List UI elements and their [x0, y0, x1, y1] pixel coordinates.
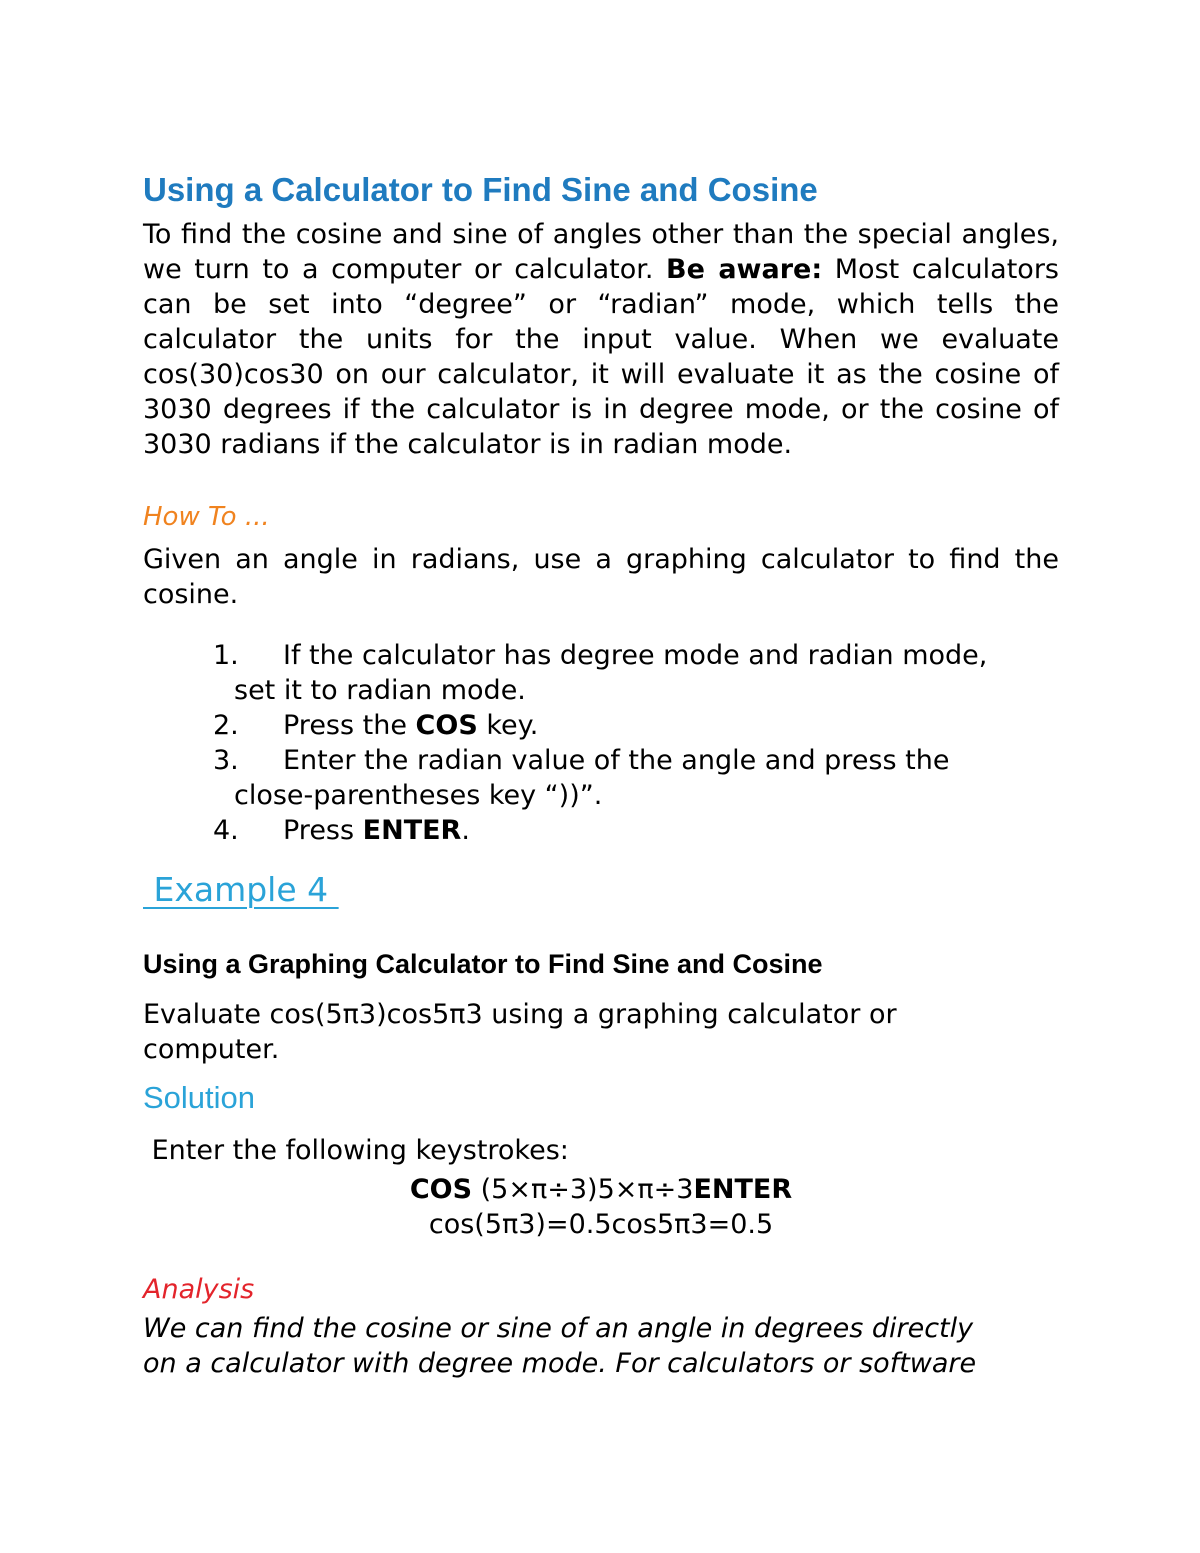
solution-intro: Enter the following keystrokes:	[143, 1135, 569, 1166]
problem-line: Evaluate cos(5π3)cos5π3 using a graphing calculator or	[143, 999, 897, 1030]
list-item	[143, 743, 1059, 778]
problem-line: computer.	[143, 1034, 280, 1065]
keystrokes-text: (5×π÷3)5×π÷3	[472, 1174, 694, 1205]
solution-heading: Solution	[143, 1080, 256, 1115]
be-aware-label: Be aware:	[666, 254, 823, 285]
intro-paragraph	[143, 217, 1059, 462]
example-problem	[143, 997, 1059, 1067]
step-number: 2.	[213, 710, 239, 741]
step-text: Enter the radian value of the angle and press the	[283, 745, 950, 776]
result-line: cos(5π3)=0.5cos5π3=0.5	[428, 1209, 774, 1240]
keystrokes-line	[143, 1172, 1059, 1207]
section-heading: Using a Calculator to Find Sine and Cosine	[143, 171, 818, 208]
example-heading: Example 4	[143, 870, 339, 909]
step-text: Press	[283, 815, 363, 846]
step-text: .	[461, 815, 470, 846]
list-item	[143, 638, 1059, 673]
analysis-heading: Analysis	[143, 1274, 255, 1305]
analysis-line: on a calculator with degree mode. For calculators or software	[143, 1348, 977, 1379]
analysis-line: We can find the cosine or sine of an angle in degrees directly	[143, 1313, 974, 1344]
enter-key-label: ENTER	[693, 1174, 793, 1205]
step-text: If the calculator has degree mode and radian mode,	[283, 640, 988, 671]
step-number: 4.	[213, 815, 239, 846]
step-number: 3.	[213, 745, 239, 776]
cos-key-label: COS	[409, 1174, 473, 1205]
intro-text-1: To find the cosine and sine of angles other than the special angles, we turn to a computer or calculator.	[143, 219, 1059, 285]
step-text-continuation: close-parentheses key “))”.	[234, 780, 603, 811]
intro-text-2: Most calculators can be set into “degree” or “radian” mode, which tells the calculator the units for the input value. When we evaluate cos(30)cos30 on our calculator, it will evaluate it as the cosine of 3030 degrees if the calculator is in degree mode, or the cosine of 3030 radians if the calculator is in radian mode.	[143, 254, 1059, 460]
enter-key-label: ENTER	[362, 815, 462, 846]
cos-key-label: COS	[415, 710, 478, 741]
step-number: 1.	[213, 640, 239, 671]
step-text: key.	[477, 710, 539, 741]
how-to-intro: Given an angle in radians, use a graphing calculator to find the cosine.	[143, 544, 1059, 610]
list-item	[143, 708, 1059, 743]
step-text: Press the	[283, 710, 416, 741]
step-text-continuation: set it to radian mode.	[234, 675, 526, 706]
how-to-label: How To ...	[143, 502, 270, 532]
steps-list	[143, 638, 1059, 848]
list-item	[143, 813, 1059, 848]
example-subtitle: Using a Graphing Calculator to Find Sine and Cosine	[143, 949, 823, 979]
